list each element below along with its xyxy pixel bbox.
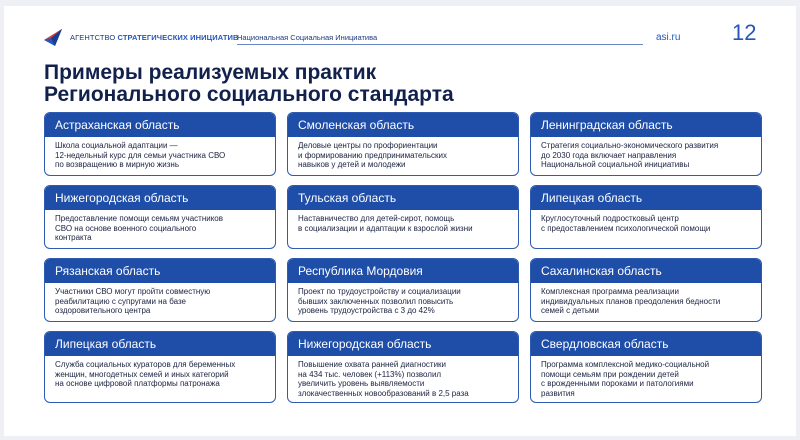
page-title — [44, 62, 454, 106]
card-region-title: Нижегородская область — [45, 186, 275, 210]
practice-card — [530, 331, 762, 403]
title-line-1: Примеры реализуемых практик — [44, 61, 377, 84]
initiative-name: Национальная Социальная Инициатива — [237, 33, 378, 42]
card-description: Повышение охвата ранней диагностики на 434 тыс. человек (+113%) позволил увеличить уровень выявляемости злокачественных новообразований в 2,5 раза — [298, 360, 469, 398]
practice-card — [530, 185, 762, 249]
card-description: Наставничество для детей-сирот, помощь в социализации и адаптации к взрослой жизни — [298, 214, 473, 233]
card-description: Служба социальных кураторов для беременных женщин, многодетных семей и иных категорий на основе цифровой платформы патронажа — [55, 360, 236, 388]
asi-logo-icon — [42, 26, 64, 48]
card-region-title: Нижегородская область — [288, 332, 518, 356]
practice-card — [530, 112, 762, 176]
card-description: Участники СВО могут пройти совместную реабилитацию с супругами на базе оздоровительного центра — [55, 287, 211, 315]
card-description: Программа комплексной медико-социальной помощи семьям при рождении детей с врожденными пороками и патологиями развития — [541, 360, 710, 398]
practice-card — [44, 112, 276, 176]
org-name: АГЕНТСТВО СТРАТЕГИЧЕСКИХ ИНИЦИАТИВ — [70, 33, 239, 42]
practice-card — [44, 185, 276, 249]
card-region-title: Республика Мордовия — [288, 259, 518, 283]
card-description: Предоставление помощи семьям участников СВО на основе военного социального контракта — [55, 214, 223, 242]
page-number: 12 — [732, 20, 757, 45]
card-region-title: Липецкая область — [45, 332, 275, 356]
practice-card — [287, 258, 519, 322]
site-link[interactable]: asi.ru — [656, 32, 681, 43]
card-description: Стратегия социально-экономического развития до 2030 года включает направления Национальной социальной инициативы — [541, 141, 719, 169]
card-region-title: Астраханская область — [45, 113, 275, 137]
card-region-title: Тульская область — [288, 186, 518, 210]
practice-card — [287, 185, 519, 249]
practice-card — [287, 112, 519, 176]
practice-card — [44, 331, 276, 403]
card-description: Деловые центры по профориентации и формированию предпринимательских навыков у детей и молодежи — [298, 141, 447, 169]
card-description: Комплексная программа реализации индивидуальных планов преодоления бедности семей с детьми — [541, 287, 721, 315]
title-line-2: Регионального социального стандарта — [44, 83, 454, 106]
header-divider — [237, 44, 643, 45]
card-region-title: Рязанская область — [45, 259, 275, 283]
practice-card — [287, 331, 519, 403]
card-region-title: Ленинградская область — [531, 113, 761, 137]
card-region-title: Липецкая область — [531, 186, 761, 210]
card-region-title: Сахалинская область — [531, 259, 761, 283]
header — [4, 6, 796, 56]
card-description: Круглосуточный подростковый центр с предоставлением психологической помощи — [541, 214, 711, 233]
card-description: Школа социальной адаптации — 12-недельный курс для семьи участника СВО по возвращению в мирную жизнь — [55, 141, 226, 169]
slide — [4, 6, 796, 436]
card-region-title: Смоленская область — [288, 113, 518, 137]
card-region-title: Свердловская область — [531, 332, 761, 356]
practice-card — [530, 258, 762, 322]
card-description: Проект по трудоустройству и социализации бывших заключенных позволил повысить уровень трудоустройства с 3 до 42% — [298, 287, 461, 315]
practice-card — [44, 258, 276, 322]
